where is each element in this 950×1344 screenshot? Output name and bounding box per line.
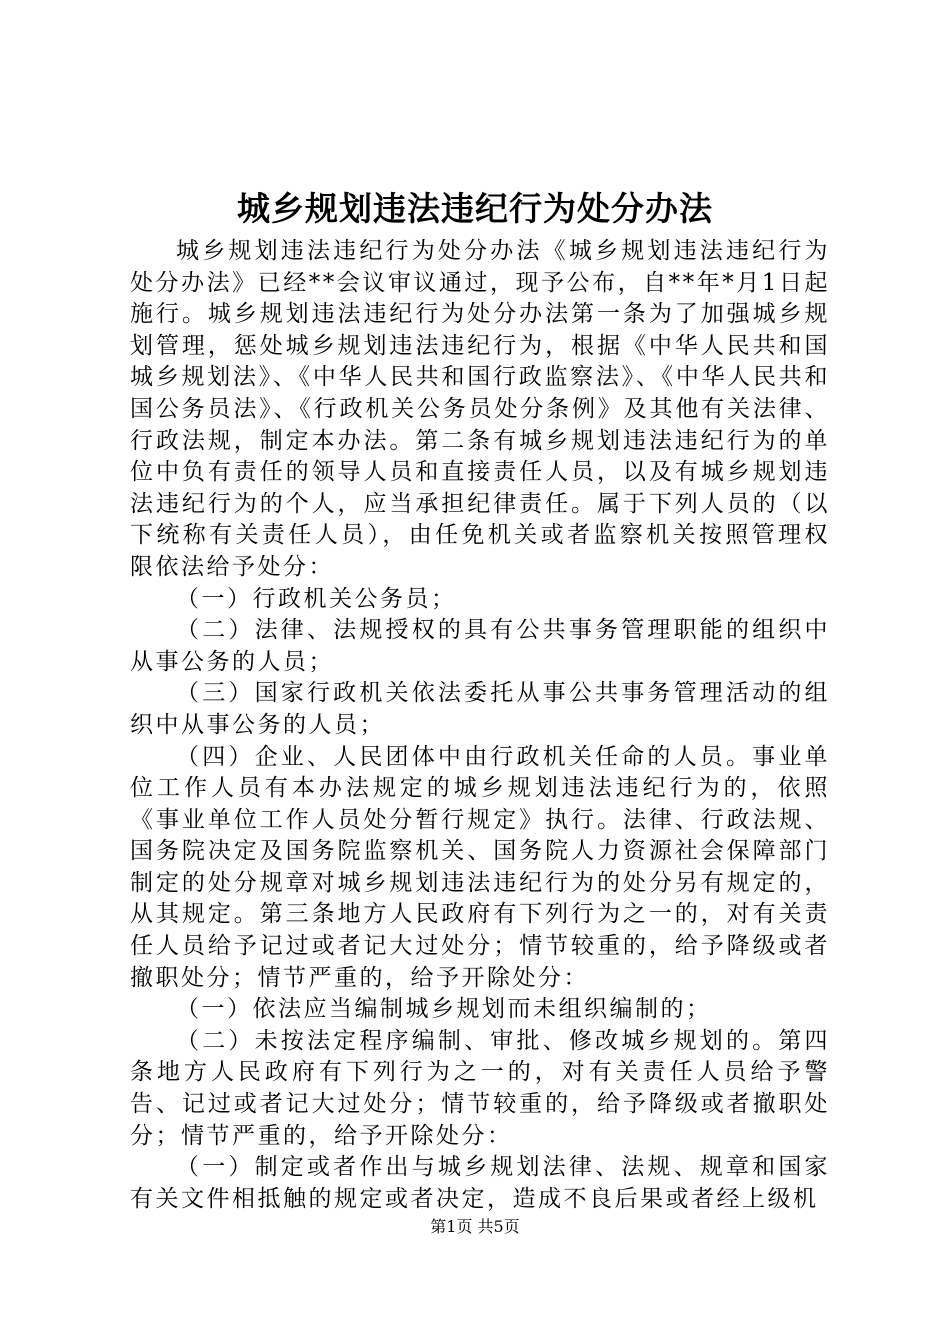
- paragraph: （一）依法应当编制城乡规划而未组织编制的；: [176, 996, 712, 1023]
- paragraph: （一）行政机关公务员；: [176, 585, 457, 612]
- paragraph: 城乡规划违法违纪行为处分办法《城乡规划违法违纪行为处分办法》已经**会议审议通过，现予公布，自**年*月1日起施行。城乡规划违法违纪行为处分办法第一条为了加强城乡规划管理，惩处城乡规划违法违纪行为，根据《中华人民共和国城乡规划法》、《中华人民共和国行政监察法》、《中华人民共和国公务员法》、《行政机关公务员处分条例》及其他有关法律、行政法规，制定本办法。第二条有城乡规划违法违纪行为的单位中负有责任的领导人员和直接责任人员，以及有城乡规划违法违纪行为的个人，应当承担纪律责任。属于下列人员的（以下统称有关责任人员），由任免机关或者监察机关按照管理权限依法给予处分：: [130, 238, 830, 580]
- paragraph: （二）法律、法规授权的具有公共事务管理职能的组织中从事公务的人员；: [130, 617, 830, 675]
- paragraph: （二）未按法定程序编制、审批、修改城乡规划的。第四条地方人民政府有下列行为之一的，对有关责任人员给予警告、记过或者记大过处分；情节较重的，给予降级或者撤职处分；情节严重的，给予开除处分：: [130, 1027, 830, 1149]
- document-body: [130, 236, 830, 1215]
- document-title: 城乡规划违法违纪行为处分办法: [237, 189, 713, 228]
- page-number-footer: 第1页 共5页: [430, 1217, 520, 1236]
- paragraph: （三）国家行政机关依法委托从事公共事务管理活动的组织中从事公务的人员；: [130, 680, 830, 738]
- paragraph: （四）企业、人民团体中由行政机关任命的人员。事业单位工作人员有本办法规定的城乡规划违法违纪行为的，依照《事业单位工作人员处分暂行规定》执行。法律、行政法规、国务院决定及国务院监察机关、国务院人力资源社会保障部门制定的处分规章对城乡规划违法违纪行为的处分另有规定的，从其规定。第三条地方人民政府有下列行为之一的，对有关责任人员给予记过或者记大过处分；情节较重的，给予降级或者撤职处分；情节严重的，给予开除处分：: [130, 743, 830, 991]
- paragraph: （一）制定或者作出与城乡规划法律、法规、规章和国家有关文件相抵触的规定或者决定，造成不良后果或者经上级机: [130, 1154, 830, 1212]
